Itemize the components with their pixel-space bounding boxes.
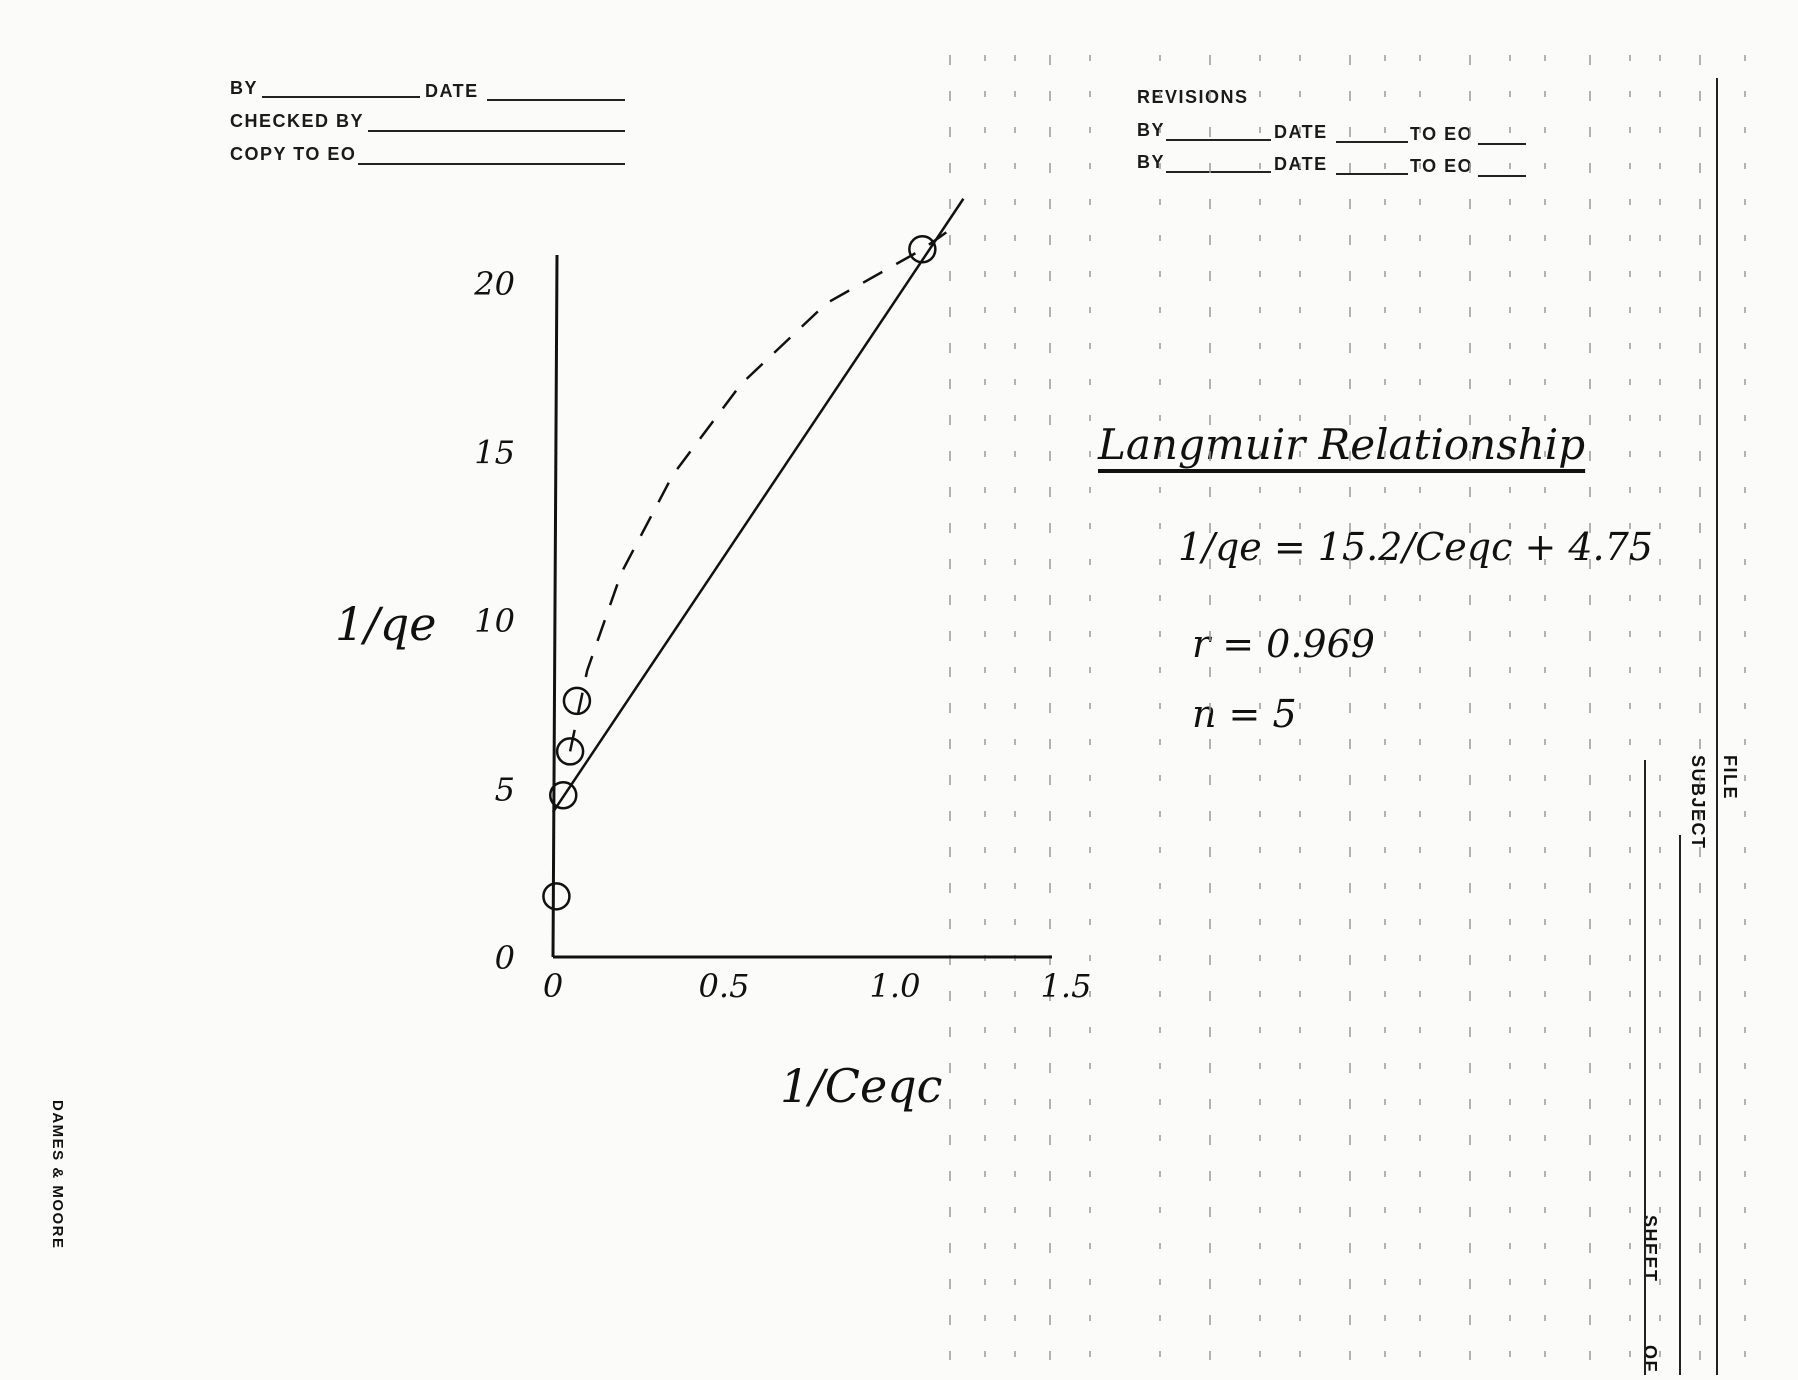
subject-label: SUBJECT (1688, 755, 1708, 850)
y-tick-label: 0 (494, 939, 515, 977)
y-tick-label: 10 (474, 602, 515, 640)
company-logo: DAMES & MOORE (49, 1100, 66, 1250)
y-tick-label: 20 (474, 265, 515, 303)
revisions-label: REVISIONS (1137, 87, 1249, 107)
data-point (564, 688, 590, 714)
fit-line (553, 199, 963, 812)
notes-equation: 1/qe = 15.2/Ceqc + 4.75 (1178, 525, 1653, 569)
notes-n-value: n = 5 (1192, 692, 1297, 736)
rev2-by-label: BY (1137, 152, 1166, 172)
x-tick-label: 1.0 (869, 967, 921, 1005)
rev1-by-label: BY (1137, 120, 1166, 140)
data-point (557, 738, 583, 764)
x-axis-label: 1/Ceqc (780, 1059, 943, 1113)
file-label: FILE (1720, 755, 1740, 800)
rev2-date-label: DATE (1274, 154, 1328, 174)
checked-by-label: CHECKED BY (230, 111, 365, 131)
data-point (543, 883, 569, 909)
x-tick-label: 1.5 (1040, 967, 1092, 1005)
chart-axes (553, 255, 1052, 957)
y-tick-label: 15 (474, 433, 515, 472)
sheet-label: SHEET (1640, 1215, 1660, 1283)
chart-series (543, 199, 963, 910)
x-tick-label: 0.5 (698, 967, 750, 1005)
rev1-to-label: TO EO (1410, 124, 1474, 144)
background-ruling (950, 55, 1745, 1360)
date-label: DATE (425, 81, 479, 101)
y-tick-label: 5 (494, 770, 515, 809)
rev2-to-label: TO EO (1410, 156, 1474, 176)
copy-to-label: COPY TO EO (230, 144, 357, 164)
y-axis-line (553, 255, 557, 957)
of-label: OF (1640, 1345, 1660, 1373)
by-label: BY (230, 78, 259, 98)
notes-title: Langmuir Relationship (1098, 420, 1586, 469)
chart-ticks (473, 265, 1091, 1005)
rev1-date-label: DATE (1274, 122, 1328, 142)
notes-r-value: r = 0.969 (1192, 622, 1375, 666)
y-axis-label: 1/qe (335, 597, 437, 651)
x-tick-label: 0 (542, 967, 564, 1005)
form-borders (1645, 78, 1717, 1375)
